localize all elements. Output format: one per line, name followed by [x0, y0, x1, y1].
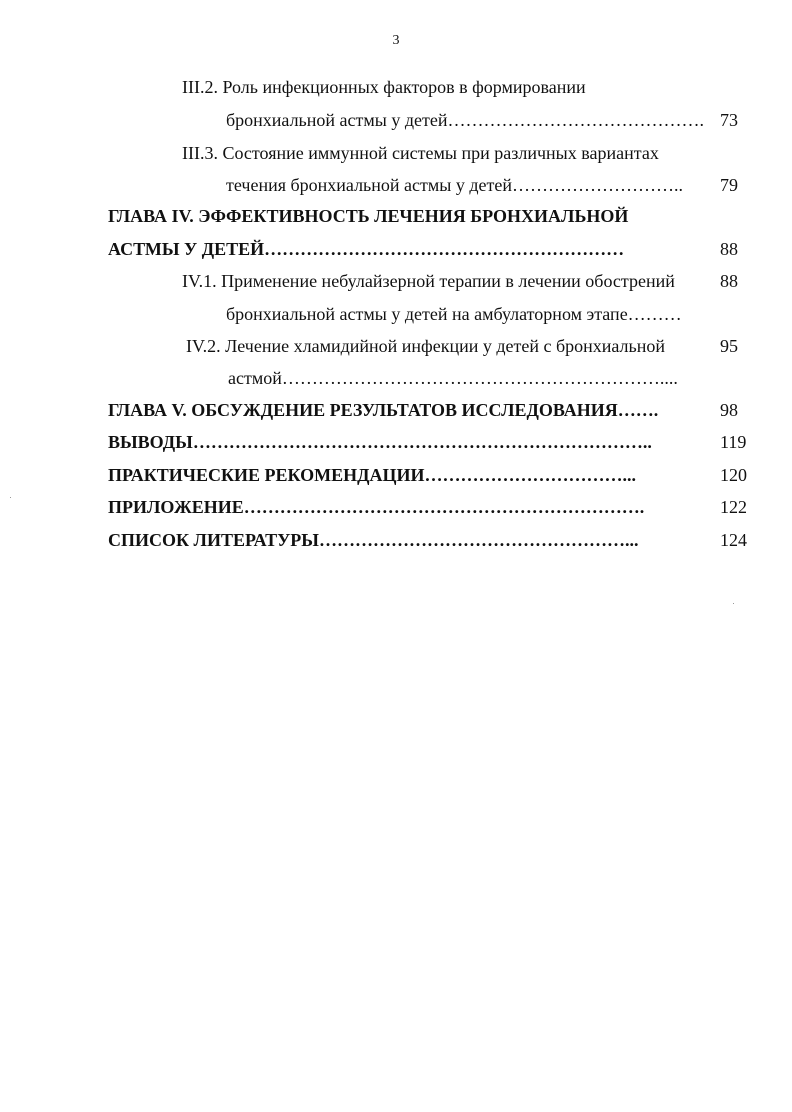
toc-references-page: 124: [720, 530, 747, 550]
toc-chapter-iv-continuation: АСТМЫ У ДЕТЕЙ……………………………………………………: [108, 239, 625, 259]
toc-recommendations-title: ПРАКТИЧЕСКИЕ РЕКОМЕНДАЦИИ……………………………...: [108, 465, 637, 485]
scan-speck: [10, 497, 11, 498]
toc-chapter-v-page: 98: [720, 400, 738, 420]
toc-appendix-page: 122: [720, 497, 747, 517]
scan-speck: [733, 603, 734, 604]
toc-chapter-v-title: ГЛАВА V. ОБСУЖДЕНИЕ РЕЗУЛЬТАТОВ ИССЛЕДОВАНИЯ…….: [108, 400, 659, 420]
toc-recommendations-page: 120: [720, 465, 747, 485]
toc-entry-iii-2-page: 73: [720, 110, 738, 130]
toc-appendix-title: ПРИЛОЖЕНИЕ………………………………………………………….: [108, 497, 645, 517]
toc-entry-iii-2-title: III.2. Роль инфекционных факторов в формировании: [182, 77, 586, 97]
toc-conclusions-page: 119: [720, 432, 747, 452]
toc-chapter-iv-page: 88: [720, 239, 738, 259]
toc-entry-iii-3-continuation: течения бронхиальной астмы у детей………………………..: [226, 175, 683, 195]
toc-entry-iii-2-continuation: бронхиальной астмы у детей…………………………………….: [226, 110, 704, 130]
toc-entry-iv-2-continuation: астмой………………………………………………………....: [228, 368, 678, 388]
toc-references-title: СПИСОК ЛИТЕРАТУРЫ……………………………………………...: [108, 530, 639, 550]
toc-entry-iv-2-title: IV.2. Лечение хламидийной инфекции у детей с бронхиальной: [186, 336, 665, 356]
toc-entry-iv-1-page: 88: [720, 271, 738, 291]
toc-entry-iii-3-page: 79: [720, 175, 738, 195]
toc-entry-iv-1-title: IV.1. Применение небулайзерной терапии в лечении обострений: [182, 271, 675, 291]
toc-entry-iii-3-title: III.3. Состояние иммунной системы при различных вариантах: [182, 143, 659, 163]
page-number: 3: [392, 33, 400, 48]
toc-entry-iv-1-continuation: бронхиальной астмы у детей на амбулаторном этапе………: [226, 304, 682, 324]
toc-entry-iv-2-page: 95: [720, 336, 738, 356]
toc-conclusions-title: ВЫВОДЫ…………………………………………………………………..: [108, 432, 652, 452]
toc-chapter-iv-title: ГЛАВА IV. ЭФФЕКТИВНОСТЬ ЛЕЧЕНИЯ БРОНХИАЛЬНОЙ: [108, 206, 629, 226]
